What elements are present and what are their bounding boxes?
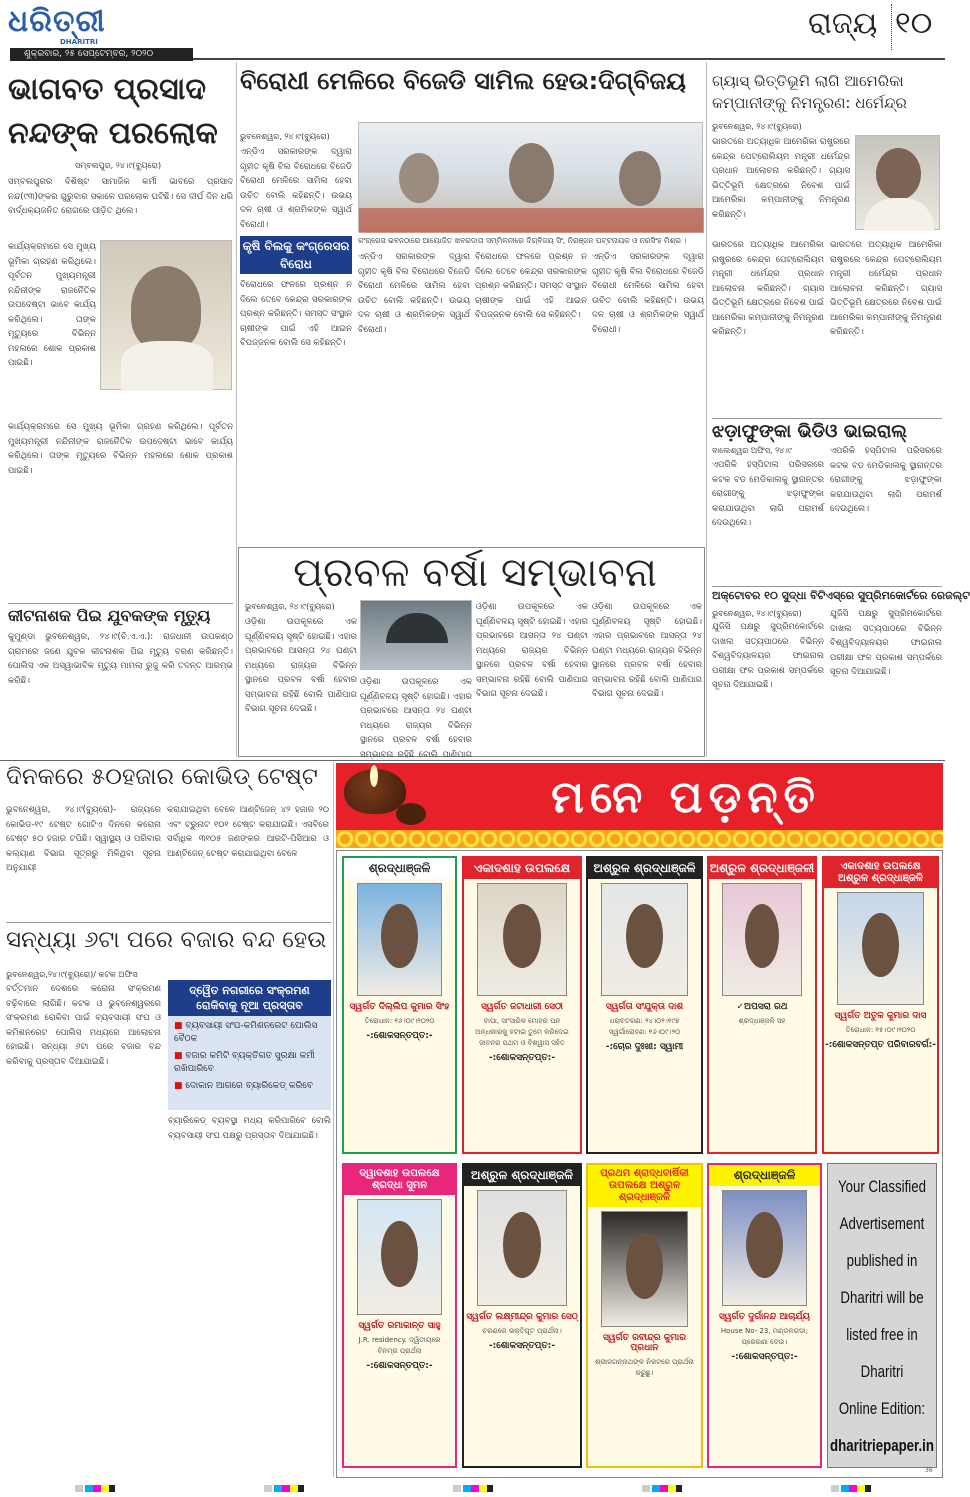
info-bullet: ■ ଦୋକାନ ଆଗରେ ବ୍ୟାରିକେଡ୍ କରିବେ — [168, 1078, 331, 1095]
headline-pesticide: କୀଟନାଶକ ପିଇ ଯୁବକଙ୍କ ମୃତ୍ୟୁ — [8, 606, 211, 625]
obituary-footer: -:ଶୋକସନ୍ତପ୍ତ:- — [366, 1031, 433, 1041]
column-rule — [706, 62, 707, 757]
classified-website-link[interactable]: dharitriepaper.in — [830, 1436, 934, 1455]
dateline-dharmendra: ଭୁବନେଶ୍ୱର, ୨୪।୯(ବ୍ୟୁରୋ) — [712, 122, 802, 131]
obituary-text: ଶ୍ରୀଜଗନ୍ନାଥଙ୍କ ନିକଟରେ ପ୍ରାର୍ଥନା କରୁଛୁ। — [595, 1358, 694, 1377]
obituary-text: ତିରୋଧାନ: ୧୬।୦୯।୨୦୨୦ — [364, 1017, 435, 1025]
column-rule — [236, 62, 237, 757]
registration-mark — [831, 1485, 871, 1492]
obituary-portrait — [477, 883, 567, 996]
dateline-market: ଭୁବନେଶ୍ୱର,୨୪।୯(ବ୍ୟୁରୋ)/ କଟକ ଅଫିସ — [6, 970, 138, 979]
date-bar: ଶୁକ୍ରବାର, ୨୫ ସେପ୍ଟେମ୍ବର, ୨୦୨୦ — [10, 48, 193, 61]
logo-subtitle: DHARITRI — [60, 38, 98, 46]
story-digvijay-col3: ବିରୋଧରେ ଫଳରେ ପ୍ରଶ୍ନ ନ ଦିଲେ ତେବେ କେନ୍ଦ୍ର ସରକାରଙ୍କ ପ୍ରଶ୍ନ କରିଛନ୍ତି। ସମସ୍ତ ସଂସ୍ଥାନ ଚାଷୀଙ୍କ ପାଇଁ ଏହି ଆଇନ ବିପଜ୍ଜନକ ବୋଲି ସେ କହିଛନ୍ତି। — [475, 252, 587, 320]
subhead-box-farm-bill: କୃଷି ବିଲକୁ କଂଗ୍ରେସର ବିରୋଧ — [240, 236, 352, 274]
header-divider — [891, 4, 892, 50]
divider — [712, 586, 942, 587]
obituary-name: ସ୍ୱର୍ଗତ ରମାକାନ୍ତ ସାହୁ — [358, 1321, 441, 1331]
story-dharmendra-col2: ଭାରତରେ ଅତ୍ୟାଧିକ ଆମେରିକା ରାଷ୍ଟ୍ରରେ କେନ୍ଦ୍ର ପେଟ୍ରୋଲିୟମ ମନ୍ତ୍ରୀ ଧର୍ମେନ୍ଦ୍ର ପ୍ରଧାନ ଆଲୋଚନା କରିଛନ୍ତି। ଗ୍ୟାସ ଭିତ୍ତିଭୂମି କ୍ଷେତ୍ରରେ ନିବେଶ ପାଇଁ ଆମେରିକା କମ୍ପାନୀଙ୍କୁ ନିମନ୍ତ୍ରଣ କରିଛନ୍ତି। — [830, 240, 942, 337]
diya-lamp-icon — [344, 769, 406, 814]
dateline-rain: ଭୁବନେଶ୍ୱର, ୨୪।୯(ବ୍ୟୁରୋ) — [245, 602, 335, 611]
headline-rain: ପ୍ରବଳ ବର୍ଷା ସମ୍ଭାବନା — [293, 550, 657, 596]
story-supreme-col1: ଯୁଜିସି ପକ୍ଷରୁ ସୁପ୍ରିମକୋର୍ଟରେ ଦାଖଲ ସତ୍ୟପାଠରେ ବିଭିନ୍ନ ବିଶ୍ୱବିଦ୍ୟାଳୟର ଫାଇନାଲ ପରୀକ୍ଷା ଫଳ ପ୍ରକାଶ ସମ୍ପର୍କରେ ସୂଚନା ଦିଆଯାଇଛି। — [712, 622, 824, 690]
story-digvijay-col2: ଏନ୍‌ଡିଏ ସରକାରଙ୍କ ଦ୍ୱାରା ଗୃହୀତ କୃଷି ବିଲ ବିରୋଧରେ ବିଜେଡି ବିରୋଧୀ ମେଳିରେ ସାମିଲ ହେବା ଉଚିତ ବୋଲି କହିଛନ୍ତି। ଉଭୟ ଦଳ ଚାଷୀ ଓ ଶ୍ରମିକଙ୍କ ସ୍ୱାର୍ଥ ବିରୋଧୀ। — [358, 252, 470, 335]
divider — [8, 603, 233, 604]
headline-bhagabat: ଭାଗବତ ପ୍ରସାଦ ନନ୍ଦଙ୍କ ପରଲୋକ — [8, 72, 218, 151]
story-pesticide: କୁମୁଣ୍ଡା ଭୁବନେଶ୍ୱର, ୨୪।୯(ଚି.ଏ.ଏ.): ରାଜଧାନୀ ଉପକଣ୍ଠ ଗ୍ରାମରେ ଜଣେ ଯୁବକ କୀଟନାଶକ ପିଇ ମୃତ୍ୟୁ ବରଣ କରିଛନ୍ତି। ପୋଲିସ ଏକ ଅସ୍ୱାଭାବିକ ମୃତ୍ୟୁ ମାମଲା ରୁଜୁ କରି ତଦନ୍ତ ଆରମ୍ଭ କରିଛି। — [8, 632, 233, 686]
story-bhagabat-col: କାର୍ଯ୍ୟକ୍ରମରେ ସେ ମୁଖ୍ୟ ଭୂମିକା ଗ୍ରହଣ କରିଥିଲେ। ପୂର୍ବତନ ମୁଖ୍ୟମନ୍ତ୍ରୀ ନନ୍ଦିନୀଙ୍କ ରାଜନୈତିକ ଉପଦେଷ୍ଟା ଭାବେ କାର୍ଯ୍ୟ କରିଥିଲେ। ତାଙ୍କ ମୃତ୍ୟୁରେ ବିଭିନ୍ନ ମହଲରେ ଶୋକ ପ୍ରକାଶ ପାଇଛି। — [8, 242, 96, 368]
story-covid-col1: ଭୁବନେଶ୍ୱର, ୨୪।୯(ବ୍ୟୁରୋ)- ରାଜ୍ୟରେ କୋଭିଡ-୧୯ ଟେଷ୍ଟ ଗୋଟିଏ ଦିନରେ କରୋନା ଟେଷ୍ଟ ୫୦ ହଜାର ଟପିଛି। ସ୍ୱାସ୍ଥ୍ୟ ଓ ପରିବାର କଲ୍ୟାଣ ବିଭାଗ ସୂତ୍ରରୁ ମିଳିଥିବା ସୂଚନା ଅନୁଯାୟୀ — [6, 805, 161, 873]
obituary-ad-header: ଶ୍ରଦ୍ଧାଞ୍ଜଳି — [709, 1165, 820, 1186]
photo-umbrella-rain — [360, 600, 472, 670]
obituary-ad — [707, 856, 817, 1154]
obituary-ad — [707, 1163, 822, 1468]
story-covid-col2: କରାଯାଇଥିବା ବେଳେ ଆଣ୍ଟିଜେନ୍ ୪୨ ହଜାର ୨୦ ଏବଂ ଟ୍ରୁନାଟ ୧୦୧ ଟେଷ୍ଟ କରାଯାଇଛି। ଏସବିରେ ସର୍ବାଧିକ ୩୧୦୫ ଜଣଙ୍କର ଆରଟି-ପିସିଆର ଓ ଆଣ୍ଟିଜେନ୍ ଟେଷ୍ଟ କରାଯାଇଥିବା ବେଳେ — [167, 805, 329, 859]
headline-video: ଝଡ଼ାଫୁଙ୍କା ଭିଡିଓ ଭାଇରାଲ୍ — [712, 421, 907, 442]
dateline-bhagabat: ସମ୍ବଲପୁର, ୨୪।୯(ବ୍ୟୁରୋ) — [75, 161, 162, 170]
story-digvijay-col4: ଏନ୍‌ଡିଏ ସରକାରଙ୍କ ଦ୍ୱାରା ଗୃହୀତ କୃଷି ବିଲ ବିରୋଧରେ ବିଜେଡି ବିରୋଧୀ ମେଳିରେ ସାମିଲ ହେବା ଉଚିତ ବୋଲି କହିଛନ୍ତି। ଉଭୟ ଦଳ ଚାଷୀ ଓ ଶ୍ରମିକଙ୍କ ସ୍ୱାର୍ଥ ବିରୋଧୀ। — [592, 252, 704, 335]
story-bhagabat-more: କାର୍ଯ୍ୟକ୍ରମରେ ସେ ମୁଖ୍ୟ ଭୂମିକା ଗ୍ରହଣ କରିଥିଲେ। ପୂର୍ବତନ ମୁଖ୍ୟମନ୍ତ୍ରୀ ନନ୍ଦିନୀଙ୍କ ରାଜନୈତିକ ଉପଦେଷ୍ଟା ଭାବେ କାର୍ଯ୍ୟ କରିଥିଲେ। ତାଙ୍କ ମୃତ୍ୟୁରେ ବିଭିନ୍ନ ମହଲରେ ଶୋକ ପ୍ରକାଶ ପାଇଛି। — [8, 422, 233, 476]
section-title: ରାଜ୍ୟ — [808, 6, 878, 41]
marigold-border — [336, 830, 943, 848]
classified-text — [824, 1168, 939, 1464]
story-rain-col3: ଓଡ଼ିଶା ଉପକୂଳରେ ଏକ ଘୂର୍ଣ୍ଣିବଳୟ ସୃଷ୍ଟି ହୋଇଛି। ଏହାର ପ୍ରଭାବରେ ଆସନ୍ତା ୨୪ ଘଣ୍ଟା ମଧ୍ୟରେ ରାଜ୍ୟର ବିଭିନ୍ନ ସ୍ଥାନରେ ପ୍ରବଳ ବର୍ଷା ହେବାର ସମ୍ଭାବନା ରହିଛି ବୋଲି ପାଣିପାଗ ବିଭାଗ ସୂଚନା ଦେଇଛି। — [476, 602, 588, 699]
registration-mark — [453, 1485, 493, 1492]
obituary-ad-header: ଅଶ୍ରୁଳ ଶ୍ରଦ୍ଧାଞ୍ଜଳୀ — [709, 858, 815, 879]
photo-dharmendra — [855, 135, 940, 230]
obituary-ad — [822, 856, 939, 1154]
obituary-text: House No- 23, ମଣ୍ଡଳଗଡ଼ା; ପ୍ରେରଣା ଦେଉ। — [720, 1327, 809, 1346]
obituary-footer: -:ଶୋକସନ୍ତପ୍ତ:- — [488, 1053, 556, 1063]
obituary-ad — [342, 1163, 457, 1468]
story-dharmendra-col1: ଭାରତରେ ଅତ୍ୟାଧିକ ଆମେରିକା ରାଷ୍ଟ୍ରରେ କେନ୍ଦ୍ର ପେଟ୍ରୋଲିୟମ ମନ୍ତ୍ରୀ ଧର୍ମେନ୍ଦ୍ର ପ୍ରଧାନ ଆଲୋଚନା କରିଛନ୍ତି। ଗ୍ୟାସ ଭିତ୍ତିଭୂମି କ୍ଷେତ୍ରରେ ନିବେଶ ପାଇଁ ଆମେରିକା କମ୍ପାନୀଙ୍କୁ ନିମନ୍ତ୍ରଣ କରିଛନ୍ତି। — [712, 240, 824, 337]
obituary-text: ଚରଣରେ ଭକ୍ତିପୂତ ପ୍ରାର୍ଥନା। — [482, 1327, 562, 1335]
photo-bhagabat — [100, 240, 232, 390]
dateline-video: ବାଲେଶ୍ୱର ଅଫିସ, ୨୪।୯ — [712, 446, 792, 455]
obituary-banner — [336, 763, 943, 848]
classified-line: Dharitri will be — [840, 1288, 924, 1307]
story-bhagabat-lead: ସମ୍ବଲପୁରର ବିଶିଷ୍ଟ ସାମାଜିକ କର୍ମୀ ଭାବରେ ପ୍ରସାଦ ନନ୍ଦ(୯୩)ଙ୍କର ଗୁରୁବାର ସକାଳେ ପରଲୋକ ଘଟିଛି। ସେ ଦୀର୍ଘ ଦିନ ଧରି ବାର୍ଦ୍ଧକ୍ୟଜନିତ ରୋଗରେ ପୀଡ଼ିତ ଥିଲେ। — [8, 177, 233, 216]
divider — [712, 418, 942, 419]
obituary-name: ସ୍ୱର୍ଗତ ଦିଲ୍ଲିପ କୁମାର ସିଂହ — [349, 1002, 450, 1012]
info-box-proposal — [168, 980, 331, 1110]
obituary-portrait — [601, 883, 688, 996]
obituary-portrait — [601, 1211, 688, 1327]
page-marker: 36 — [925, 1467, 933, 1474]
registration-mark — [75, 1485, 115, 1492]
headline-dharmendra: ଗ୍ୟାସ୍ ଭିତ୍ତିଭୂମି ଲାଗି ଆମେରିକା କମ୍ପାନୀଙ୍କୁ ନିମନ୍ତ୍ରଣ: ଧର୍ମେନ୍ଦ୍ର — [712, 72, 907, 112]
obituary-ad — [462, 856, 582, 1154]
divider — [6, 922, 331, 923]
obituary-ad — [586, 1163, 703, 1468]
obituary-name: ସ୍ୱର୍ଗତ ଲକ୍ଷ୍ମୀନ୍ଦ୍ର କୁମାର ସେଠ୍ — [466, 1312, 578, 1322]
info-bullet: ■ ବ୍ୟବସାୟୀ ସଂଘ-କମିଶନରେଟ ପୋଲିସ ବୈଠକ — [168, 1016, 331, 1048]
obituary-portrait — [357, 883, 442, 996]
classified-line: Your Classified — [838, 1177, 926, 1196]
info-bullet: ■ ବଜାର କମିଟି ବ୍ୟକ୍ତିଗତ ସୁରକ୍ଷା କର୍ମୀ ରଖିପାରିବେ — [168, 1048, 331, 1078]
obituary-footer: -:ଶୋକସନ୍ତପ୍ତ:- — [488, 1341, 556, 1351]
obituary-footer: -:ଶୋକସନ୍ତପ୍ତ:- — [366, 1361, 433, 1371]
story-rain-col4: ଓଡ଼ିଶା ଉପକୂଳରେ ଏକ ଘୂର୍ଣ୍ଣିବଳୟ ସୃଷ୍ଟି ହୋଇଛି। ଏହାର ପ୍ରଭାବରେ ଆସନ୍ତା ୨୪ ଘଣ୍ଟା ମଧ୍ୟରେ ରାଜ୍ୟର ବିଭିନ୍ନ ସ୍ଥାନରେ ପ୍ରବଳ ବର୍ଷା ହେବାର ସମ୍ଭାବନା ରହିଛି ବୋଲି ପାଣିପାଗ ବିଭାଗ ସୂଚନା ଦେଇଛି। — [592, 602, 702, 699]
photo-caption: କଂଗ୍ରେସ ଭବନଠାରେ ଆୟୋଜିତ ଖବରଦାତା ସମ୍ମିଳନୀରେ ଦିଗ୍‌ବିଜୟ ସିଂ, ନିରଞ୍ଜନ ପଟ୍ଟନାୟକ ଓ ନରସିଂହ ମିଶ୍ର । — [358, 236, 687, 245]
dateline-supreme: ଭୁବନେଶ୍ୱର, ୨୪।୯(ବ୍ୟୁରୋ) — [712, 609, 802, 618]
obituary-footer: -:ଶୋକସନ୍ତପ୍ତ:- — [731, 1352, 798, 1362]
photo-press-conference — [358, 122, 703, 232]
registration-mark — [264, 1485, 304, 1492]
obituary-ad-header: ଅଶ୍ରୁଳ ଶ୍ରଦ୍ଧାଞ୍ଜଳି — [464, 1165, 580, 1186]
print-registration-marks — [0, 1480, 945, 1497]
obituary-text: ଧରାବତରଣ: ୨୪।୦୨।୧୯୭ ସ୍ୱର୍ଗାରୋହଣ: ୧୬।୦୯।୨୦ — [608, 1017, 681, 1036]
obituary-ad-header: ଅଶ୍ରୁଳ ଶ୍ରଦ୍ଧାଞ୍ଜଳି — [588, 858, 701, 879]
story-digvijay-lead: ଏନ୍‌ଡିଏ ସରକାରଙ୍କ ଦ୍ୱାରା ଗୃହୀତ କୃଷି ବିଲ ବିରୋଧରେ ବିଜେଡି ବିରୋଧୀ ମେଳିରେ ସାମିଲ ହେବା ଉଚିତ ବୋଲି କହିଛନ୍ତି। ଉଭୟ ଦଳ ଚାଷୀ ଓ ଶ୍ରମିକଙ୍କ ସ୍ୱାର୍ଥ ବିରୋଧୀ। — [240, 147, 352, 230]
header-rule — [193, 58, 945, 60]
obituary-name: ସ୍ୱର୍ଗତ ଅତୁଳ କୁମାର ଦାସ — [834, 1011, 927, 1021]
obituary-portrait — [357, 1199, 442, 1315]
obituary-footer: -:ଶୋକସନ୍ତପ୍ତ ପରିବାରବର୍ଗ:- — [825, 1040, 936, 1050]
obituary-footer: -:ଚୋର ଦୁଃଖୀ: ସ୍ୱାମୀ — [605, 1042, 684, 1052]
obituary-name: ସ୍ୱର୍ଗତ ଦୁର୍ଗାନନ୍ଦ ଆଚାର୍ଯ୍ୟ — [719, 1312, 810, 1322]
column-rule — [333, 762, 334, 1477]
dateline-digvijay: ଭୁବନେଶ୍ୱର, ୨୪।୯(ବ୍ୟୁରୋ) — [240, 132, 330, 141]
dharitri-logo: ଧରିତ୍ରୀ — [8, 4, 106, 39]
obituary-portrait — [722, 883, 802, 996]
horizontal-rule — [0, 760, 945, 761]
obituary-ad — [586, 856, 703, 1154]
headline-covid: ଦିନକରେ ୫୦ହଜାର କୋଭିଡ୍ ଟେଷ୍ଟ — [6, 764, 318, 790]
obituary-portrait — [722, 1190, 807, 1306]
classified-line: Advertisement — [839, 1214, 925, 1233]
classified-notice — [827, 1163, 937, 1468]
headline-market: ସନ୍ଧ୍ୟା ୬ଟା ପରେ ବଜାର ବନ୍ଦ ହେଉ — [6, 927, 327, 953]
obituary-ad-header: ଏକାଦଶାହ ଉପଲକ୍ଷେ — [464, 858, 580, 879]
obituary-ad — [462, 1163, 582, 1468]
classified-line: published in — [846, 1251, 918, 1270]
diya-lamp-icon — [396, 803, 426, 825]
obituary-text: J.R. residency. ଦ୍ୱିତୀୟରେ ବିନମ୍ର ପ୍ରାର୍ଥନା — [358, 1336, 441, 1355]
story-dharmendra-lead: ଭାରତରେ ଅତ୍ୟାଧିକ ଆମେରିକା ରାଷ୍ଟ୍ରରେ କେନ୍ଦ୍ର ପେଟ୍ରୋଲିୟମ ମନ୍ତ୍ରୀ ଧର୍ମେନ୍ଦ୍ର ପ୍ରଧାନ ଆଲୋଚନା କରିଛନ୍ତି। ଗ୍ୟାସ ଭିତ୍ତିଭୂମି କ୍ଷେତ୍ରରେ ନିବେଶ ପାଇଁ ଆମେରିକା କମ୍ପାନୀଙ୍କୁ ନିମନ୍ତ୍ରଣ କରିଛନ୍ତି। — [712, 137, 850, 220]
obituary-name: ସ୍ୱର୍ଗତା ସଂଯୁକ୍ତା ଦାଶ — [605, 1002, 684, 1012]
story-supreme-col2: ଯୁଜିସି ପକ୍ଷରୁ ସୁପ୍ରିମକୋର୍ଟରେ ଦାଖଲ ସତ୍ୟପାଠରେ ବିଭିନ୍ନ ବିଶ୍ୱବିଦ୍ୟାଳୟର ଫାଇନାଲ ପରୀକ୍ଷା ଫଳ ପ୍ରକାଶ ସମ୍ପର୍କରେ ସୂଚନା ଦିଆଯାଇଛି। — [830, 609, 942, 677]
story-rain-col1: ଓଡ଼ିଶା ଉପକୂଳରେ ଏକ ଘୂର୍ଣ୍ଣିବଳୟ ସୃଷ୍ଟି ହୋଇଛି। ଏହାର ପ୍ରଭାବରେ ଆସନ୍ତା ୨୪ ଘଣ୍ଟା ମଧ୍ୟରେ ରାଜ୍ୟର ବିଭିନ୍ନ ସ୍ଥାନରେ ପ୍ରବଳ ବର୍ଷା ହେବାର ସମ୍ଭାବନା ରହିଛି ବୋଲି ପାଣିପାଗ ବିଭାଗ ସୂଚନା ଦେଇଛି। — [245, 617, 357, 714]
headline-digvijay: ବିରୋଧୀ ମେଳିରେ ବିଜେଡି ସାମିଲ ହେଉ:ଦିଗ୍‌ବିଜୟ — [240, 67, 686, 95]
classified-line: listed free in — [846, 1325, 918, 1344]
obituary-ad-header: ଦ୍ୱାଦଶାହ ଉପଲକ୍ଷେ ଶ୍ରଦ୍ଧା ସୁମନ — [344, 1165, 455, 1195]
obituary-text: ଶ୍ରଦ୍ଧାଞ୍ଜଳି ସହ — [738, 1017, 786, 1025]
info-box-title: ଦ୍ୱୈତ ନଗରୀରେ ସଂକ୍ରମଣ ରୋକିବାକୁ ନୂଆ ପ୍ରସ୍ତାବ — [168, 980, 331, 1016]
story-video-col2: ଏପରିକି ହସ୍‌ପିଟାଲ ପରିସରରେ କଟକ ବଡ ମେଡିକାଲକୁ ସ୍ଥାନାନ୍ତର ରୋଗୀଙ୍କୁ ଝଡ଼ାଫୁଙ୍କା କରାଯାଉଥିବା ଲାଗି ପରାମର୍ଶ ଦେଉଥିଲେ। — [830, 446, 942, 514]
obituary-portrait — [837, 892, 924, 1005]
obituary-ad-header: ଶ୍ରଦ୍ଧାଞ୍ଜଳି — [344, 858, 455, 879]
classified-line: Dharitri — [860, 1362, 904, 1381]
story-video-col1: ଏପରିକି ହସ୍‌ପିଟାଲ ପରିସରରେ କଟକ ବଡ ମେଡିକାଲକୁ ସ୍ଥାନାନ୍ତର ରୋଗୀଙ୍କୁ ଝଡ଼ାଫୁଙ୍କା କରାଯାଉଥିବା ଲାଗି ପରାମର୍ଶ ଦେଉଥିଲେ। — [712, 460, 824, 528]
headline-supreme: ଅକ୍ଟୋବର ୧୦ ସୁଦ୍ଧା ବିଟିଏସ୍‌ରେ ସୁପ୍ରିମକୋର୍ଟରେ ରେଜଲ୍ଟ — [712, 589, 970, 602]
page-number: ୧୦ — [895, 6, 933, 41]
obituary-text: ବାପା, ସାଂସାରିକ ମୋହର ଘନ ଅନ୍ଧକାରକୁ ହଟାଇ ତୁମେ କରିଦେଇ ଜୀବନର ପଥମ ଓ ବିଶ୍ୱାସ ସହିତ — [475, 1017, 569, 1047]
story-market-col2: ବ୍ୟାରିକେଡ୍ ବ୍ୟବସ୍ଥା ମଧ୍ୟ କରିପାରିବେ ବୋଲି ବ୍ୟବସାୟୀ ସଂଘ ପକ୍ଷରୁ ପ୍ରସ୍ତାବ ଦିଆଯାଇଛି। — [168, 1116, 331, 1141]
story-digvijay-col1: ବିରୋଧରେ ଫଳରେ ପ୍ରଶ୍ନ ନ ଦିଲେ ତେବେ କେନ୍ଦ୍ର ସରକାରଙ୍କ ପ୍ରଶ୍ନ କରିଛନ୍ତି। ସମସ୍ତ ସଂସ୍ଥାନ ଚାଷୀଙ୍କ ପାଇଁ ଏହି ଆଇନ ବିପଜ୍ଜନକ ବୋଲି ସେ କହିଛନ୍ତି। — [240, 280, 352, 348]
obituary-text: ତିରୋଧାନ: ୧୫।୦୯।୨୦୨୦ — [845, 1026, 916, 1034]
obituary-ad — [342, 856, 457, 1154]
story-market-col1: ବର୍ତ୍ତମାନ ଦେଶରେ କରୋନା ସଂକ୍ରମଣ ବଢ଼ିବାରେ ଲାଗିଛି। କଟକ ଓ ଭୁବନେଶ୍ୱରରେ ସଂକ୍ରମଣ ରୋକିବା ପାଇଁ ବ୍ୟବସାୟୀ ସଂଘ ଓ କମିଶନରେଟ ପୋଲିସ ମଧ୍ୟରେ ଆଲୋଚନା ହୋଇଛି। ସନ୍ଧ୍ୟା ୬ଟା ପରେ ବଜାର ବନ୍ଦ କରିବାକୁ ପ୍ରସ୍ତାବ ଦିଆଯାଇଛି। — [6, 984, 161, 1067]
obituary-portrait — [477, 1190, 567, 1306]
story-rain-col2: ଓଡ଼ିଶା ଉପକୂଳରେ ଏକ ଘୂର୍ଣ୍ଣିବଳୟ ସୃଷ୍ଟି ହୋଇଛି। ଏହାର ପ୍ରଭାବରେ ଆସନ୍ତା ୨୪ ଘଣ୍ଟା ମଧ୍ୟରେ ରାଜ୍ୟର ବିଭିନ୍ନ ସ୍ଥାନରେ ପ୍ରବଳ ବର୍ଷା ହେବାର ସମ୍ଭାବନା ରହିଛି ବୋଲି ପାଣିପାଗ — [360, 677, 472, 760]
registration-mark — [642, 1485, 682, 1492]
obituary-ad-header: ପ୍ରଥମ ଶ୍ରାଦ୍ଧବାର୍ଷିକୀ ଉପଲକ୍ଷେ ଅଶ୍ରୁଳ ଶ୍ରଦ୍ଧାଞ୍ଜଳି — [588, 1165, 701, 1207]
obituary-name: ସ୍ୱର୍ଗତ ଜଟାଧାରୀ ସେଠୀ — [480, 1002, 564, 1012]
obituary-banner-title: ମନେ ପଡ଼ନ୍ତି — [551, 772, 821, 823]
obituary-name: ✓ଅପସରା ରଥ — [736, 1002, 788, 1012]
obituary-ad-header: ଏକାଦଶାହ ଉପଲକ୍ଷେ ଅଶ୍ରୁଳ ଶ୍ରଦ୍ଧାଞ୍ଜଳି — [824, 858, 937, 888]
obituary-name: ସ୍ୱର୍ଗତ ରବୀନ୍ଦ୍ର କୁମାର ପ୍ରଧାନ — [602, 1333, 687, 1353]
classified-line: Online Edition: — [838, 1399, 926, 1418]
